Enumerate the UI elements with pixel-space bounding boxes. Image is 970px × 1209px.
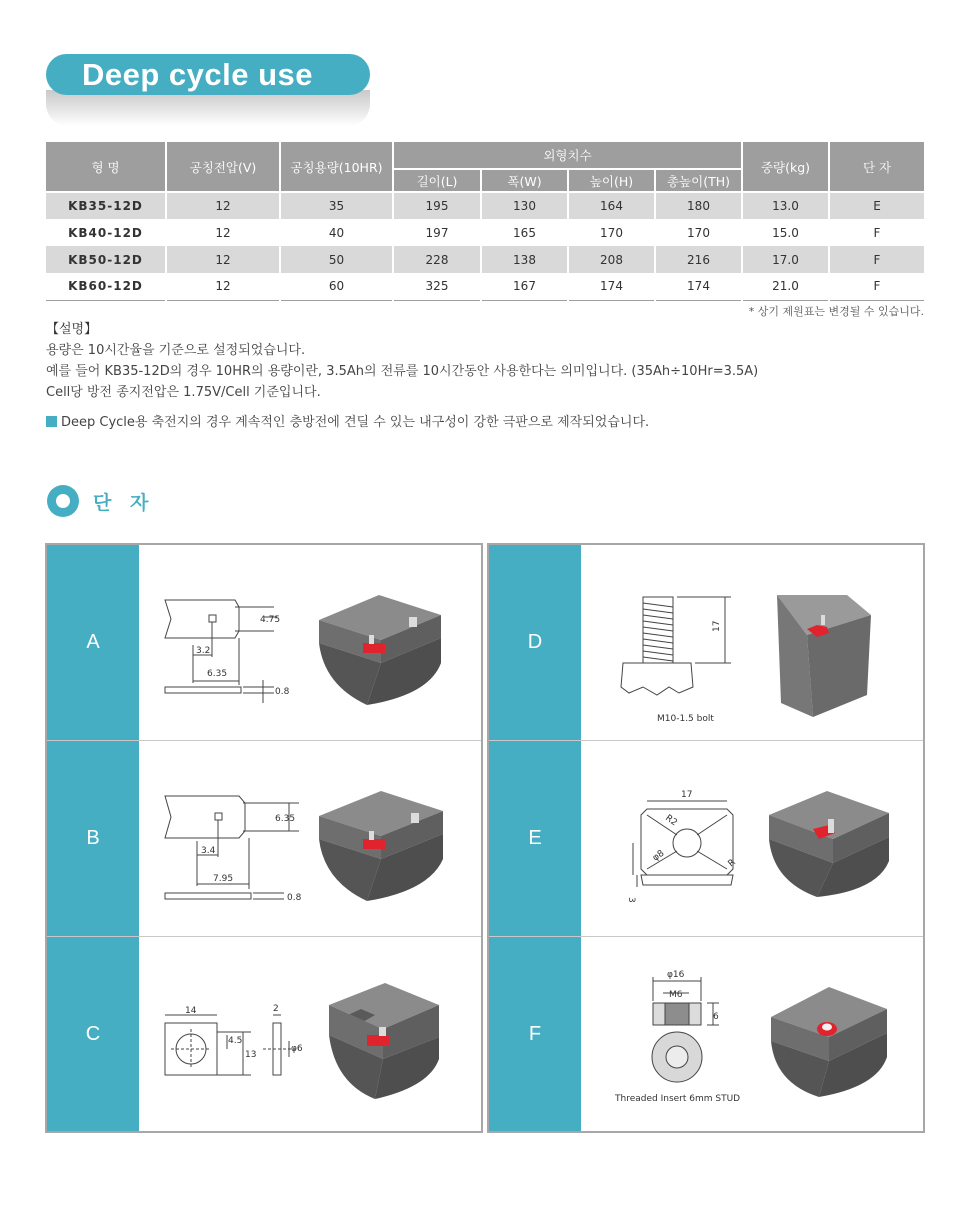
dim-label: 4.75 (260, 615, 281, 625)
terminal-drawing-e (581, 741, 923, 936)
terminal-grid-right (487, 543, 925, 1133)
dim-label: M6 (669, 990, 683, 1000)
battery-icon (777, 595, 871, 717)
terminal-row-f (489, 937, 923, 1131)
terminal-drawing-a (139, 545, 481, 740)
cell-width: 130 (481, 192, 568, 219)
dim-label: 3.4 (201, 846, 216, 856)
cell-model: KB50-12D (46, 246, 166, 273)
cell-total-height: 216 (655, 246, 742, 273)
header-height: 높이(H) (568, 169, 655, 192)
cell-weight: 15.0 (742, 219, 829, 246)
cell-voltage: 12 (166, 219, 280, 246)
terminal-grid-left (45, 543, 483, 1133)
dim-label: 14 (185, 1006, 197, 1016)
page-title-banner (46, 54, 370, 126)
dim-label: 0.8 (275, 687, 290, 697)
description-bullet (46, 412, 926, 433)
square-bullet-icon (46, 416, 57, 427)
cell-terminal: F (829, 273, 924, 300)
dim-label: 3.2 (196, 646, 211, 656)
cell-height: 170 (568, 219, 655, 246)
header-total-height: 총높이(TH) (655, 169, 742, 192)
cell-terminal: F (829, 246, 924, 273)
dim-label: 3 (626, 897, 636, 903)
header-dimensions: 외형치수 (393, 142, 742, 169)
cell-width: 138 (481, 246, 568, 273)
bolt-caption: M10-1.5 bolt (657, 714, 714, 724)
terminal-label: B (47, 741, 139, 936)
battery-icon (319, 791, 443, 901)
dim-label: R (726, 857, 738, 870)
battery-icon (329, 983, 439, 1099)
battery-icon (769, 791, 889, 897)
post-terminal-diagram-icon (581, 741, 923, 937)
dim-label: 13 (245, 1050, 257, 1060)
header-model: 형 명 (46, 142, 166, 192)
header-capacity: 공칭용량(10HR) (280, 142, 393, 192)
cell-weight: 21.0 (742, 273, 829, 300)
page-title: Deep cycle use (46, 54, 370, 95)
cell-length: 325 (393, 273, 481, 300)
terminal-drawing-c (139, 937, 481, 1131)
cell-voltage: 12 (166, 273, 280, 300)
terminal-label: A (47, 545, 139, 740)
cell-width: 165 (481, 219, 568, 246)
section-title: 단 자 (93, 492, 155, 514)
cell-weight: 17.0 (742, 246, 829, 273)
table-row (46, 219, 924, 246)
spec-table (46, 142, 924, 301)
table-row (46, 192, 924, 219)
cell-width: 167 (481, 273, 568, 300)
table-row (46, 246, 924, 273)
cell-weight: 13.0 (742, 192, 829, 219)
dim-label: φ8 (650, 848, 667, 864)
terminal-row-a (47, 545, 481, 741)
dim-label: 6.35 (275, 814, 296, 824)
description-block (46, 319, 926, 433)
terminal-row-c (47, 937, 481, 1131)
dim-label: 7.95 (213, 874, 234, 884)
header-weight: 중량(kg) (742, 142, 829, 192)
dim-label: R2 (663, 813, 679, 829)
terminal-label: F (489, 937, 581, 1131)
tab-terminal-diagram-icon (139, 545, 481, 741)
terminal-drawing-b (139, 741, 481, 936)
table-note: * 상기 제원표는 변경될 수 있습니다. (748, 305, 924, 318)
cell-height: 208 (568, 246, 655, 273)
cell-capacity: 60 (280, 273, 393, 300)
bolt-terminal-diagram-icon (581, 545, 923, 741)
cell-model: KB60-12D (46, 273, 166, 300)
insert-caption: Threaded Insert 6mm STUD (615, 1094, 741, 1104)
terminal-label: C (47, 937, 139, 1131)
insert-terminal-diagram-icon (581, 937, 923, 1131)
terminal-label: D (489, 545, 581, 740)
dim-label: 6.35 (207, 669, 228, 679)
block-terminal-diagram-icon (139, 937, 481, 1131)
header-voltage: 공칭전압(V) (166, 142, 280, 192)
cell-total-height: 170 (655, 219, 742, 246)
dim-label: 17 (681, 790, 693, 800)
cell-model: KB40-12D (46, 219, 166, 246)
cell-capacity: 35 (280, 192, 393, 219)
terminal-label: E (489, 741, 581, 936)
description-heading: 【설명】 (46, 322, 98, 337)
terminal-drawing-f (581, 937, 923, 1131)
cell-terminal: E (829, 192, 924, 219)
header-terminal: 단 자 (829, 142, 924, 192)
cell-model: KB35-12D (46, 192, 166, 219)
dim-label: 4.5 (228, 1036, 243, 1046)
bullet-text: Deep Cycle용 축전지의 경우 계속적인 충방전에 견딜 수 있는 내구성이 강한 극판으로 제작되었습니다. (61, 415, 650, 430)
cell-terminal: F (829, 219, 924, 246)
battery-icon (319, 595, 441, 705)
tab-terminal-diagram-icon (139, 741, 481, 937)
battery-icon (771, 987, 887, 1097)
cell-total-height: 174 (655, 273, 742, 300)
cell-length: 197 (393, 219, 481, 246)
cell-capacity: 40 (280, 219, 393, 246)
header-length: 길이(L) (393, 169, 481, 192)
ring-icon (47, 485, 79, 517)
dim-label: φ6 (291, 1044, 303, 1054)
description-line: 예를 들어 KB35-12D의 경우 10HR의 용량이란, 3.5Ah의 전류를 10시간동안 사용한다는 의미입니다. (35Ah÷10Hr=3.5A) (46, 364, 759, 379)
header-width: 폭(W) (481, 169, 568, 192)
cell-length: 195 (393, 192, 481, 219)
description-line: 용량은 10시간율을 기준으로 설정되었습니다. (46, 343, 306, 358)
cell-voltage: 12 (166, 192, 280, 219)
cell-voltage: 12 (166, 246, 280, 273)
cell-length: 228 (393, 246, 481, 273)
cell-height: 164 (568, 192, 655, 219)
dim-label: 2 (273, 1004, 279, 1014)
terminal-row-b (47, 741, 481, 937)
cell-total-height: 180 (655, 192, 742, 219)
terminal-row-e (489, 741, 923, 937)
description-line: Cell당 방전 종지전압은 1.75V/Cell 기준입니다. (46, 385, 321, 400)
dim-label: φ16 (667, 970, 685, 980)
table-row (46, 273, 924, 300)
dim-label: 0.8 (287, 893, 302, 903)
cell-capacity: 50 (280, 246, 393, 273)
terminal-drawing-d (581, 545, 923, 740)
cell-height: 174 (568, 273, 655, 300)
title-shadow (46, 90, 370, 126)
dim-label: 17 (712, 620, 722, 632)
dim-label: 6 (713, 1012, 719, 1022)
terminal-row-d (489, 545, 923, 741)
